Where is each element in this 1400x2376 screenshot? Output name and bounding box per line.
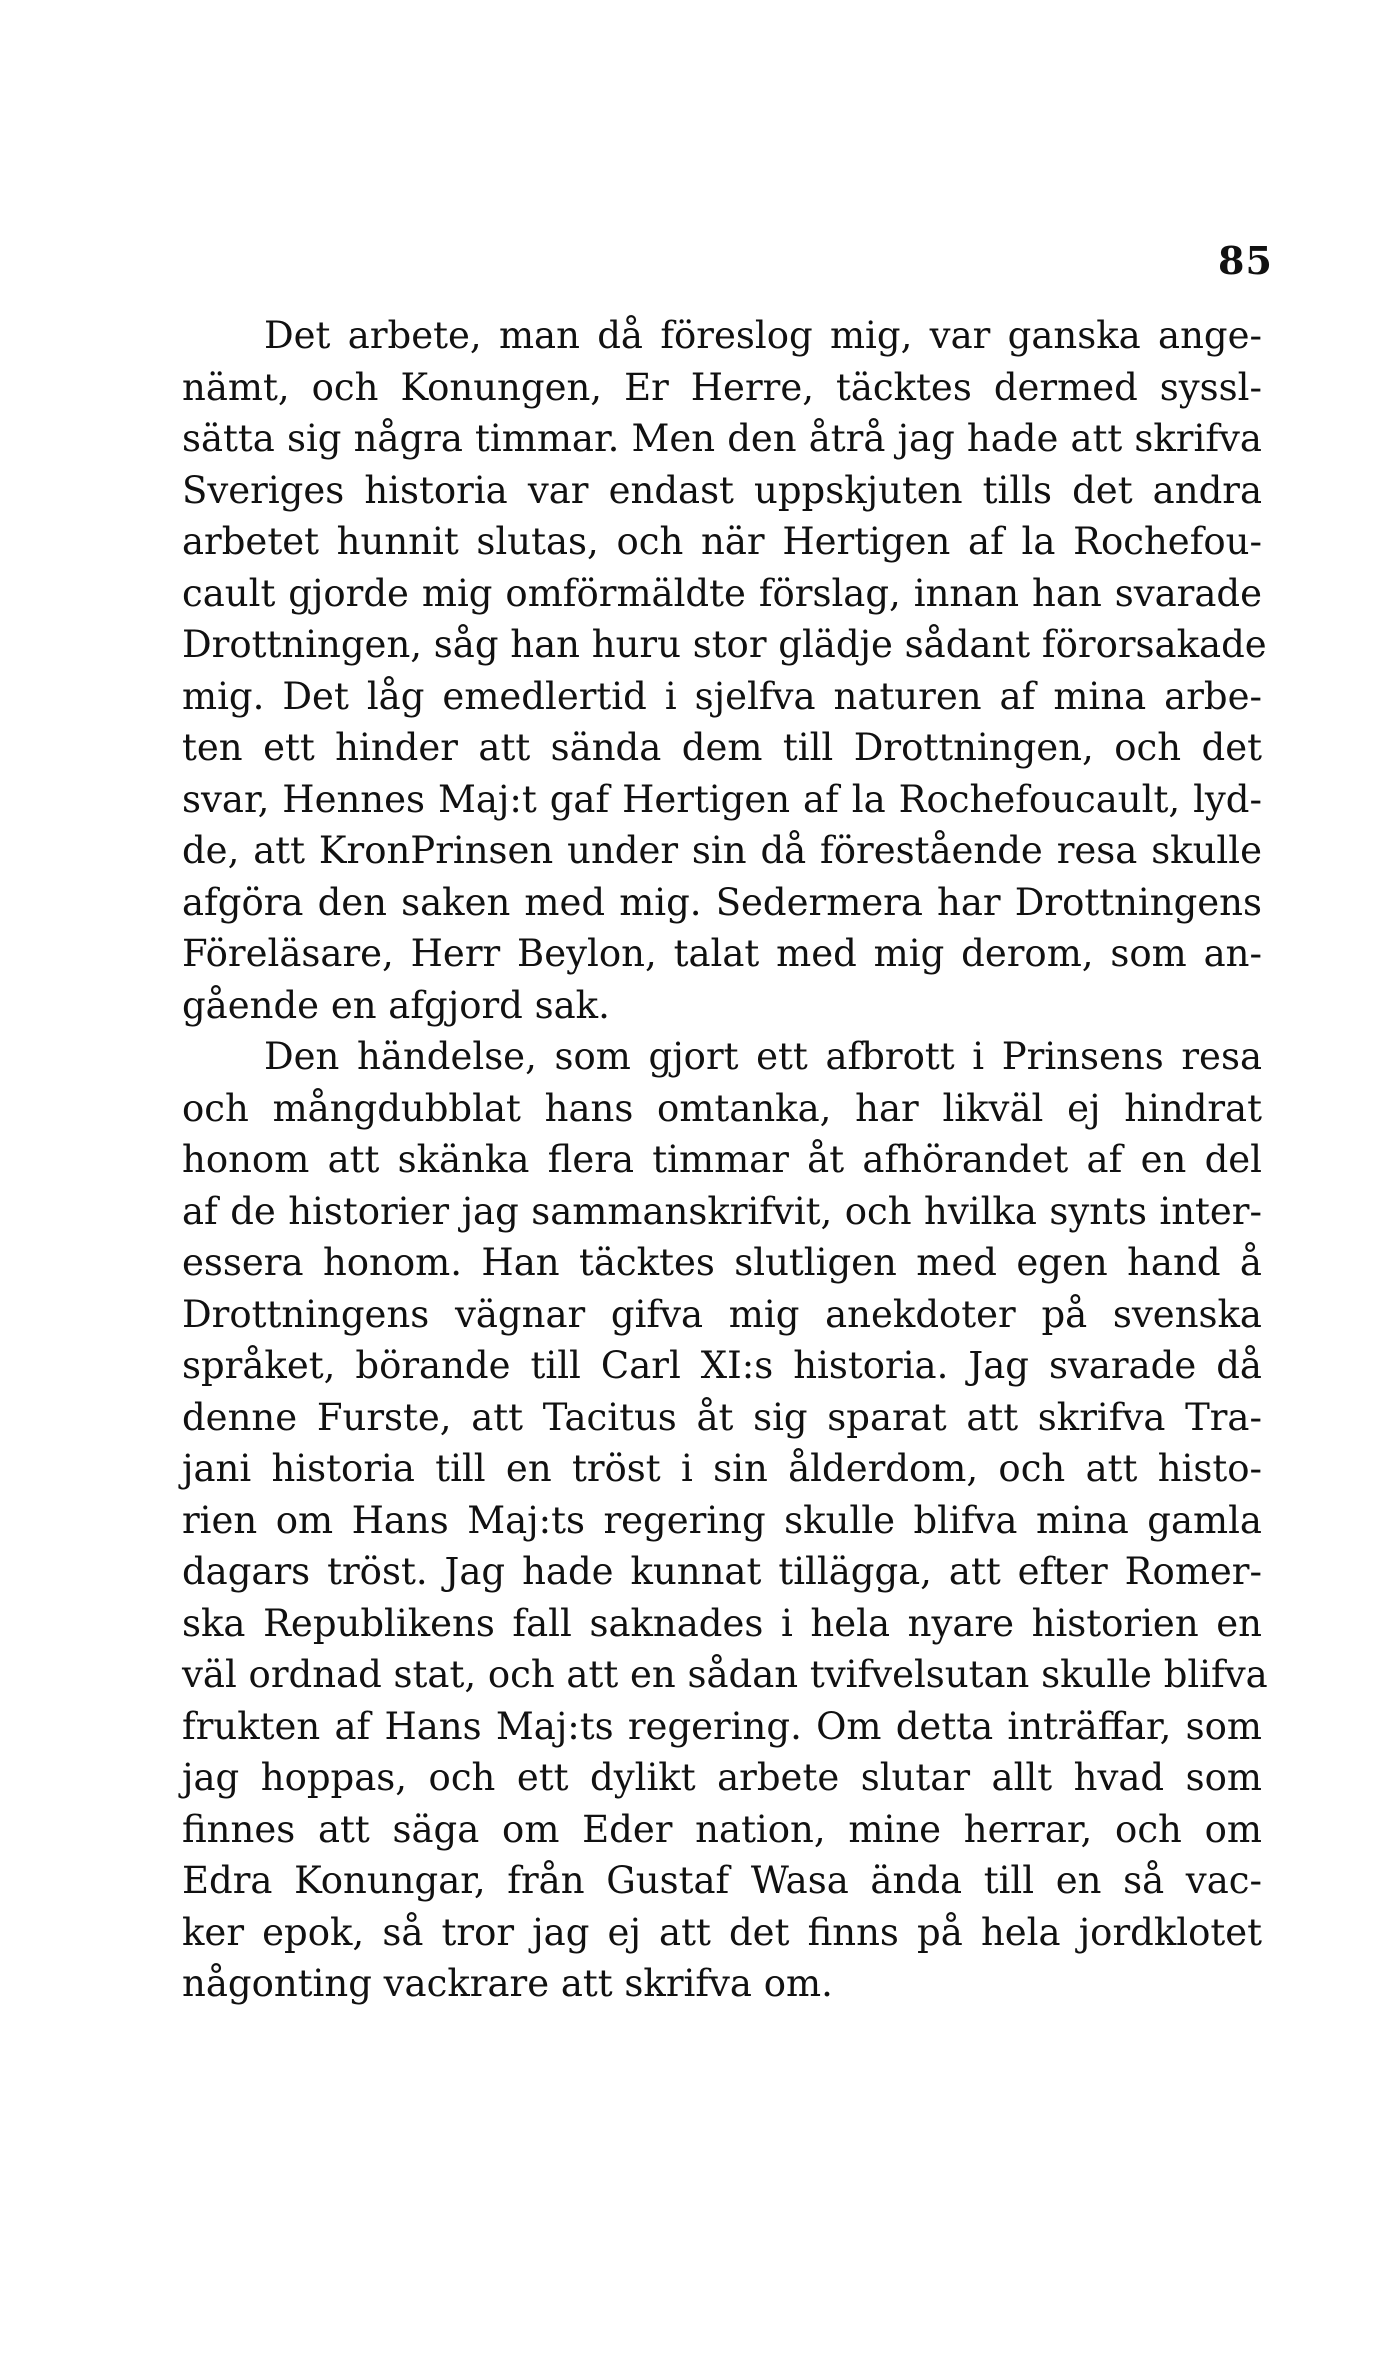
text-line: finnes att säga om Eder nation, mine herrar, och om xyxy=(182,1807,1262,1851)
text-line: arbetet hunnit slutas, och när Hertigen af la Rochefou- xyxy=(182,520,1262,563)
text-line: och mångdubblat hans omtanka, har likväl ej hindrat xyxy=(182,1086,1262,1130)
paragraph xyxy=(182,1031,1268,2010)
text-line: någonting vackrare att skrifva om. xyxy=(182,1962,833,2005)
text-line: språket, börande till Carl XI:s historia. Jag svarade då xyxy=(182,1344,1262,1387)
page-number: 85 xyxy=(1218,238,1273,283)
text-line: jag hoppas, och ett dylikt arbete slutar allt hvad som xyxy=(182,1756,1262,1799)
text-line: ten ett hinder att sända dem till Drottningen, och det xyxy=(182,726,1262,769)
text-line: ska Republikens fall saknades i hela nyare historien en xyxy=(182,1601,1262,1645)
text-line: frukten af Hans Maj:ts regering. Om detta inträffar, som xyxy=(182,1704,1262,1748)
text-line: honom att skänka flera timmar åt afhörandet af en del xyxy=(182,1138,1262,1181)
text-line: denne Furste, att Tacitus åt sig sparat att skrifva Tra- xyxy=(182,1395,1262,1439)
text-line: Drottningens vägnar gifva mig anekdoter på svenska xyxy=(182,1292,1262,1336)
text-line: Edra Konungar, från Gustaf Wasa ända till en så vac- xyxy=(182,1859,1262,1902)
text-line: Sveriges historia var endast uppskjuten tills det andra xyxy=(182,468,1262,512)
text-line: svar, Hennes Maj:t gaf Hertigen af la Rochefoucault, lyd- xyxy=(182,777,1262,821)
text-line: af de historier jag sammanskrifvit, och hvilka synts inter- xyxy=(182,1189,1262,1233)
text-line: dagars tröst. Jag hade kunnat tillägga, att efter Romer- xyxy=(182,1550,1262,1593)
text-line: cault gjorde mig omförmäldte förslag, innan han svarade xyxy=(182,571,1262,615)
paragraph xyxy=(182,310,1267,1031)
text-line: rien om Hans Maj:ts regering skulle blifva mina gamla xyxy=(182,1498,1262,1542)
text-line: de, att KronPrinsen under sin då förestående resa skulle xyxy=(182,829,1262,872)
text-line: afgöra den saken med mig. Sedermera har Drottningens xyxy=(182,880,1262,924)
text-line: Det arbete, man då föreslog mig, var ganska ange- xyxy=(264,314,1262,357)
text-line: sätta sig några timmar. Men den åtrå jag hade att skrifva xyxy=(182,417,1262,460)
text-line: Den händelse, som gjort ett afbrott i Prinsens resa xyxy=(264,1035,1262,1078)
text-line: Föreläsare, Herr Beylon, talat med mig derom, som an- xyxy=(182,932,1262,975)
text-line: jani historia till en tröst i sin ålderdom, och att histo- xyxy=(182,1447,1262,1490)
text-line: Drottningen, såg han huru stor glädje sådant förorsakade xyxy=(182,623,1267,666)
body-text xyxy=(182,310,1268,2010)
text-line: ker epok, så tror jag ej att det finns på hela jordklotet xyxy=(182,1910,1262,1954)
text-line: gående en afgjord sak. xyxy=(182,983,610,1027)
text-line: mig. Det låg emedlertid i sjelfva naturen af mina arbe- xyxy=(182,674,1262,718)
text-line: nämt, och Konungen, Er Herre, täcktes dermed syssl- xyxy=(182,365,1262,409)
text-line: väl ordnad stat, och att en sådan tvifvelsutan skulle blifva xyxy=(182,1653,1268,1696)
text-line: essera honom. Han täcktes slutligen med egen hand å xyxy=(182,1241,1262,1284)
